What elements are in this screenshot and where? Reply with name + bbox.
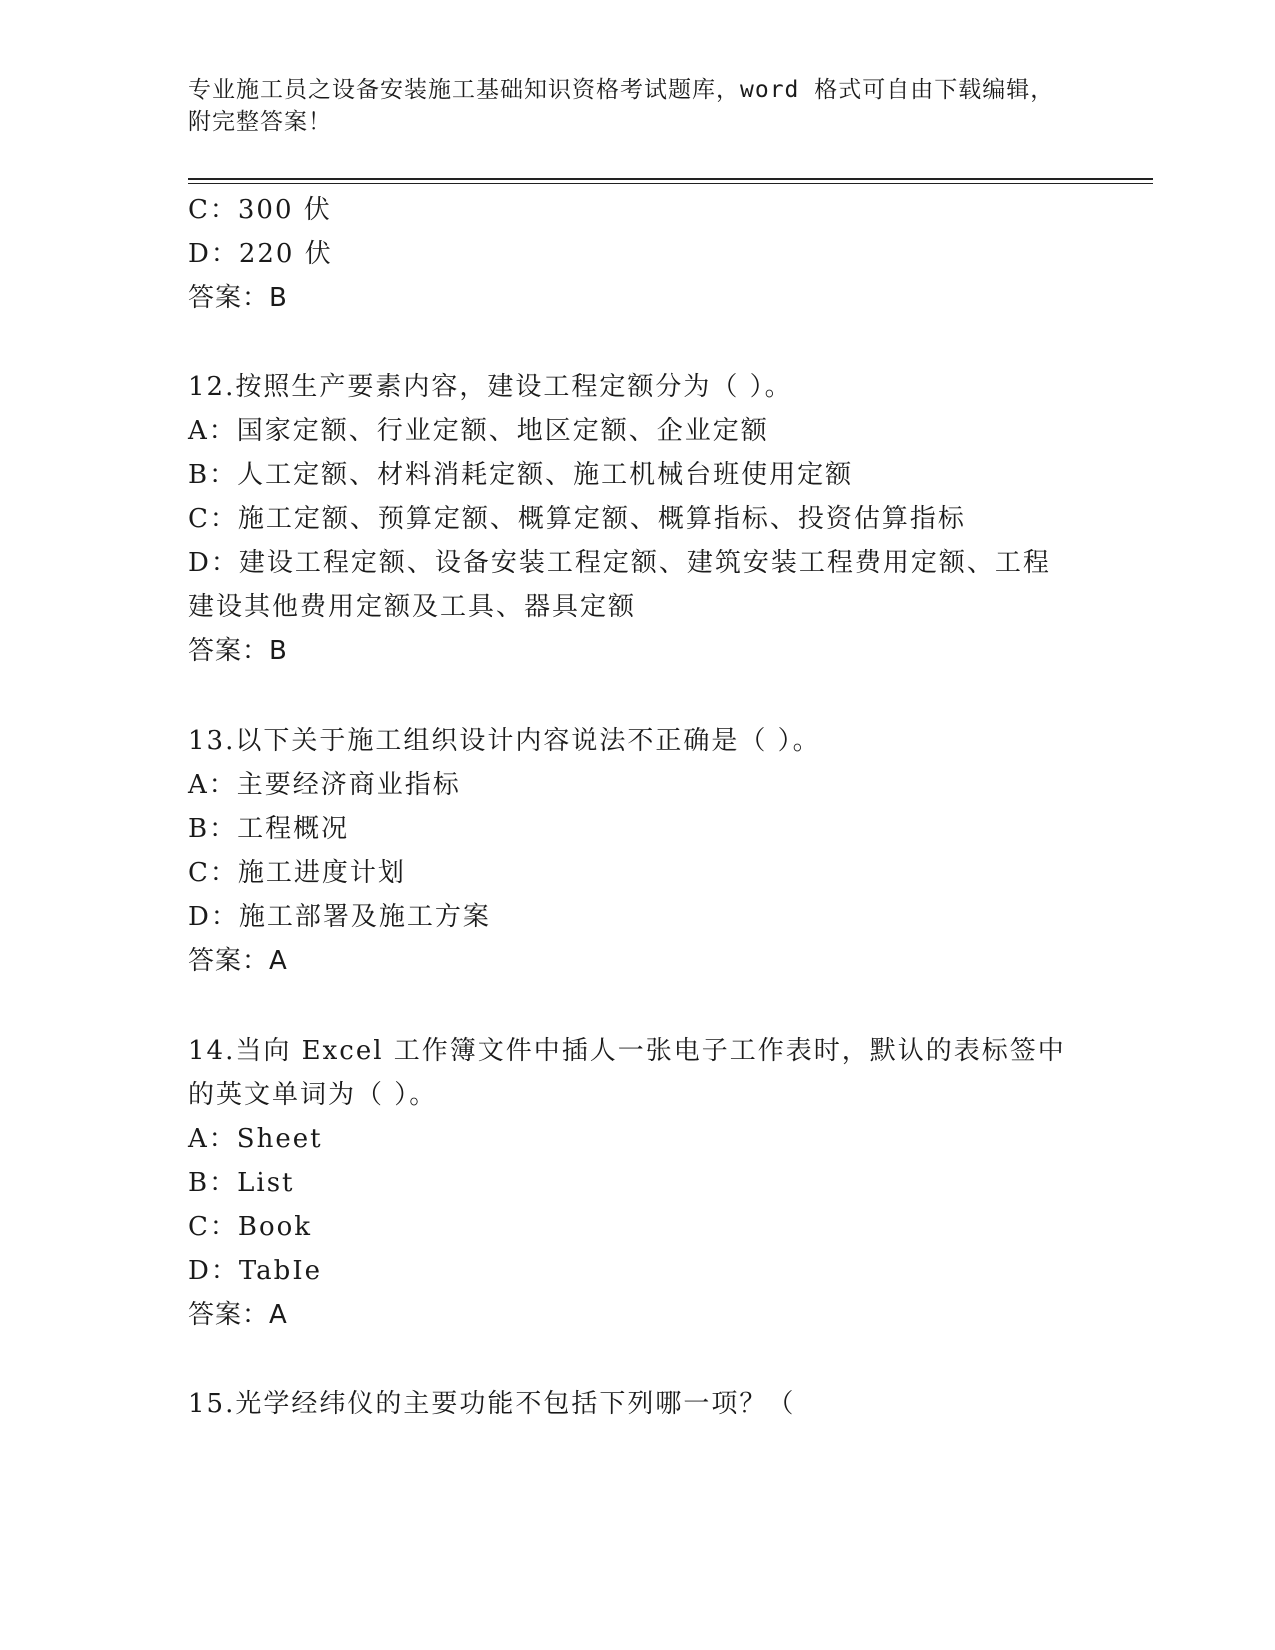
q14-stem-cont: 的英文单词为（ ）。 [188,1080,438,1110]
header-divider-thin [188,183,1153,184]
q13-option-c: C：施工进度计划 [188,858,406,888]
document-header [188,74,1068,138]
q14-option-d: D：TabIe [188,1256,322,1286]
q12-option-a: A：国家定额、行业定额、地区定额、企业定额 [188,416,769,446]
q12-option-d: D：建设工程定额、设备安装工程定额、建筑安装工程费用定额、工程 [188,548,1051,578]
q15-stem: 15.光学经纬仪的主要功能不包括下列哪一项？（ [188,1389,796,1419]
q14-stem: 14.当向 Excel 工作簿文件中插人一张电子工作表时，默认的表标签中 [188,1036,1066,1066]
prev-answer: 答案：B [188,283,288,313]
q13-option-d: D：施工部署及施工方案 [188,902,491,932]
header-line-2: 附完整答案！ [188,109,332,135]
q13-option-a: A：主要经济商业指标 [188,770,461,800]
q14-option-a: A：Sheet [188,1124,323,1154]
q14-option-c: C：Book [188,1212,313,1242]
header-line-1: 专业施工员之设备安装施工基础知识资格考试题库，word 格式可自由下载编辑， [188,77,1055,103]
q12-option-b: B：人工定额、材料消耗定额、施工机械台班使用定额 [188,460,854,490]
q12-option-d-cont: 建设其他费用定额及工具、器具定额 [188,592,637,622]
q12-option-c: C：施工定额、预算定额、概算定额、概算指标、投资估算指标 [188,504,966,534]
prev-option-c: C：300 伏 [188,195,332,225]
q14-option-b: B：List [188,1168,295,1198]
q13-answer: 答案：A [188,946,288,976]
q12-stem: 12.按照生产要素内容，建设工程定额分为（ ）。 [188,372,793,402]
header-divider [188,178,1153,180]
q13-stem: 13.以下关于施工组织设计内容说法不正确是（ ）。 [188,726,821,756]
q14-answer: 答案：A [188,1300,288,1330]
q13-option-b: B：工程概况 [188,814,350,844]
prev-option-d: D：220 伏 [188,239,333,269]
q12-answer: 答案：B [188,636,288,666]
